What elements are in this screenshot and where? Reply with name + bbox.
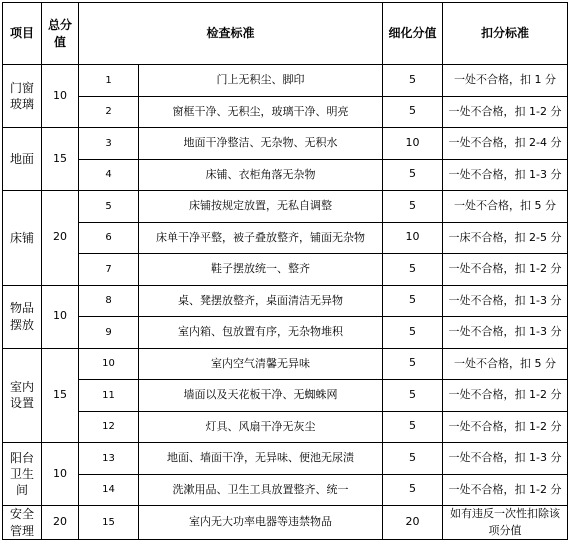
- criteria-cell: 床铺、衣柜角落无杂物: [139, 159, 383, 191]
- header-total-score: 总分值: [42, 3, 79, 65]
- header-row: [3, 3, 568, 65]
- criteria-cell: 灯具、风扇干净无灰尘: [139, 411, 383, 443]
- table-row: [3, 348, 568, 380]
- inspection-table: [2, 2, 568, 540]
- sub-score-cell: 5: [383, 443, 443, 475]
- row-number-cell: 5: [79, 191, 139, 223]
- category-cell: 安全管理: [3, 506, 42, 540]
- sub-score-cell: 5: [383, 380, 443, 412]
- row-number-cell: 11: [79, 380, 139, 412]
- row-number-cell: 1: [79, 65, 139, 97]
- total-score-cell: 15: [42, 348, 79, 443]
- sub-score-cell: 5: [383, 317, 443, 349]
- header-deduction: 扣分标准: [443, 3, 568, 65]
- table-row: [3, 254, 568, 286]
- sub-score-cell: 10: [383, 128, 443, 160]
- deduction-cell: 一处不合格，扣 2-4 分: [443, 128, 568, 160]
- category-cell: 阳台卫生间: [3, 443, 42, 506]
- sub-score-cell: 5: [383, 96, 443, 128]
- row-number-cell: 13: [79, 443, 139, 475]
- deduction-cell: 一床不合格，扣 2-5 分: [443, 222, 568, 254]
- deduction-cell: 一处不合格，扣 1-2 分: [443, 474, 568, 506]
- table-row: [3, 65, 568, 97]
- row-number-cell: 14: [79, 474, 139, 506]
- criteria-cell: 门上无积尘、脚印: [139, 65, 383, 97]
- category-cell: 物品摆放: [3, 285, 42, 348]
- sub-score-cell: 5: [383, 65, 443, 97]
- header-item: 项目: [3, 3, 42, 65]
- sub-score-cell: 20: [383, 506, 443, 540]
- category-cell: 门窗玻璃: [3, 65, 42, 128]
- table-row: [3, 474, 568, 506]
- category-cell: 地面: [3, 128, 42, 191]
- criteria-cell: 地面、墙面干净，无异味、便池无尿渍: [139, 443, 383, 475]
- header-criteria: 检查标准: [79, 3, 383, 65]
- criteria-cell: 墙面以及天花板干净、无蜘蛛网: [139, 380, 383, 412]
- criteria-cell: 床铺按规定放置，无私自调整: [139, 191, 383, 223]
- deduction-cell: 如有违反一次性扣除该项分值: [443, 506, 568, 540]
- row-number-cell: 7: [79, 254, 139, 286]
- sub-score-cell: 5: [383, 411, 443, 443]
- table-row: [3, 222, 568, 254]
- sub-score-cell: 5: [383, 348, 443, 380]
- category-cell: 室内设置: [3, 348, 42, 443]
- row-number-cell: 12: [79, 411, 139, 443]
- table-row: [3, 191, 568, 223]
- criteria-cell: 室内空气清馨无异味: [139, 348, 383, 380]
- table-row: [3, 380, 568, 412]
- total-score-cell: 20: [42, 191, 79, 286]
- row-number-cell: 9: [79, 317, 139, 349]
- total-score-cell: 10: [42, 65, 79, 128]
- sub-score-cell: 10: [383, 222, 443, 254]
- deduction-cell: 一处不合格，扣 1 分: [443, 65, 568, 97]
- deduction-cell: 一处不合格，扣 1-2 分: [443, 411, 568, 443]
- sub-score-cell: 5: [383, 474, 443, 506]
- criteria-cell: 桌、凳摆放整齐，桌面清洁无异物: [139, 285, 383, 317]
- criteria-cell: 床单干净平整，被子叠放整齐，铺面无杂物: [139, 222, 383, 254]
- total-score-cell: 20: [42, 506, 79, 540]
- sub-score-cell: 5: [383, 254, 443, 286]
- row-number-cell: 2: [79, 96, 139, 128]
- total-score-cell: 10: [42, 285, 79, 348]
- header-sub-score: 细化分值: [383, 3, 443, 65]
- sub-score-cell: 5: [383, 285, 443, 317]
- table-row: [3, 285, 568, 317]
- criteria-cell: 鞋子摆放统一、整齐: [139, 254, 383, 286]
- row-number-cell: 15: [79, 506, 139, 540]
- table-row: [3, 128, 568, 160]
- deduction-cell: 一处不合格，扣 5 分: [443, 348, 568, 380]
- criteria-cell: 窗框干净、无积尘，玻璃干净、明亮: [139, 96, 383, 128]
- criteria-cell: 室内箱、包放置有序，无杂物堆积: [139, 317, 383, 349]
- deduction-cell: 一处不合格，扣 1-3 分: [443, 317, 568, 349]
- deduction-cell: 一处不合格，扣 1-3 分: [443, 285, 568, 317]
- table-row: [3, 411, 568, 443]
- criteria-cell: 室内无大功率电器等违禁物品: [139, 506, 383, 540]
- sub-score-cell: 5: [383, 191, 443, 223]
- row-number-cell: 3: [79, 128, 139, 160]
- criteria-cell: 地面干净整洁、无杂物、无积水: [139, 128, 383, 160]
- row-number-cell: 8: [79, 285, 139, 317]
- row-number-cell: 10: [79, 348, 139, 380]
- row-number-cell: 6: [79, 222, 139, 254]
- sub-score-cell: 5: [383, 159, 443, 191]
- table-row: [3, 443, 568, 475]
- deduction-cell: 一处不合格，扣 1-2 分: [443, 254, 568, 286]
- table-row: [3, 159, 568, 191]
- total-score-cell: 15: [42, 128, 79, 191]
- row-number-cell: 4: [79, 159, 139, 191]
- table-row: [3, 96, 568, 128]
- category-cell: 床铺: [3, 191, 42, 286]
- total-score-cell: 10: [42, 443, 79, 506]
- table-body: [3, 65, 568, 540]
- deduction-cell: 一处不合格，扣 1-2 分: [443, 96, 568, 128]
- table-row: [3, 506, 568, 540]
- deduction-cell: 一处不合格，扣 1-3 分: [443, 159, 568, 191]
- table-row: [3, 317, 568, 349]
- deduction-cell: 一处不合格，扣 1-3 分: [443, 443, 568, 475]
- deduction-cell: 一处不合格，扣 1-2 分: [443, 380, 568, 412]
- deduction-cell: 一处不合格，扣 5 分: [443, 191, 568, 223]
- criteria-cell: 洗漱用品、卫生工具放置整齐、统一: [139, 474, 383, 506]
